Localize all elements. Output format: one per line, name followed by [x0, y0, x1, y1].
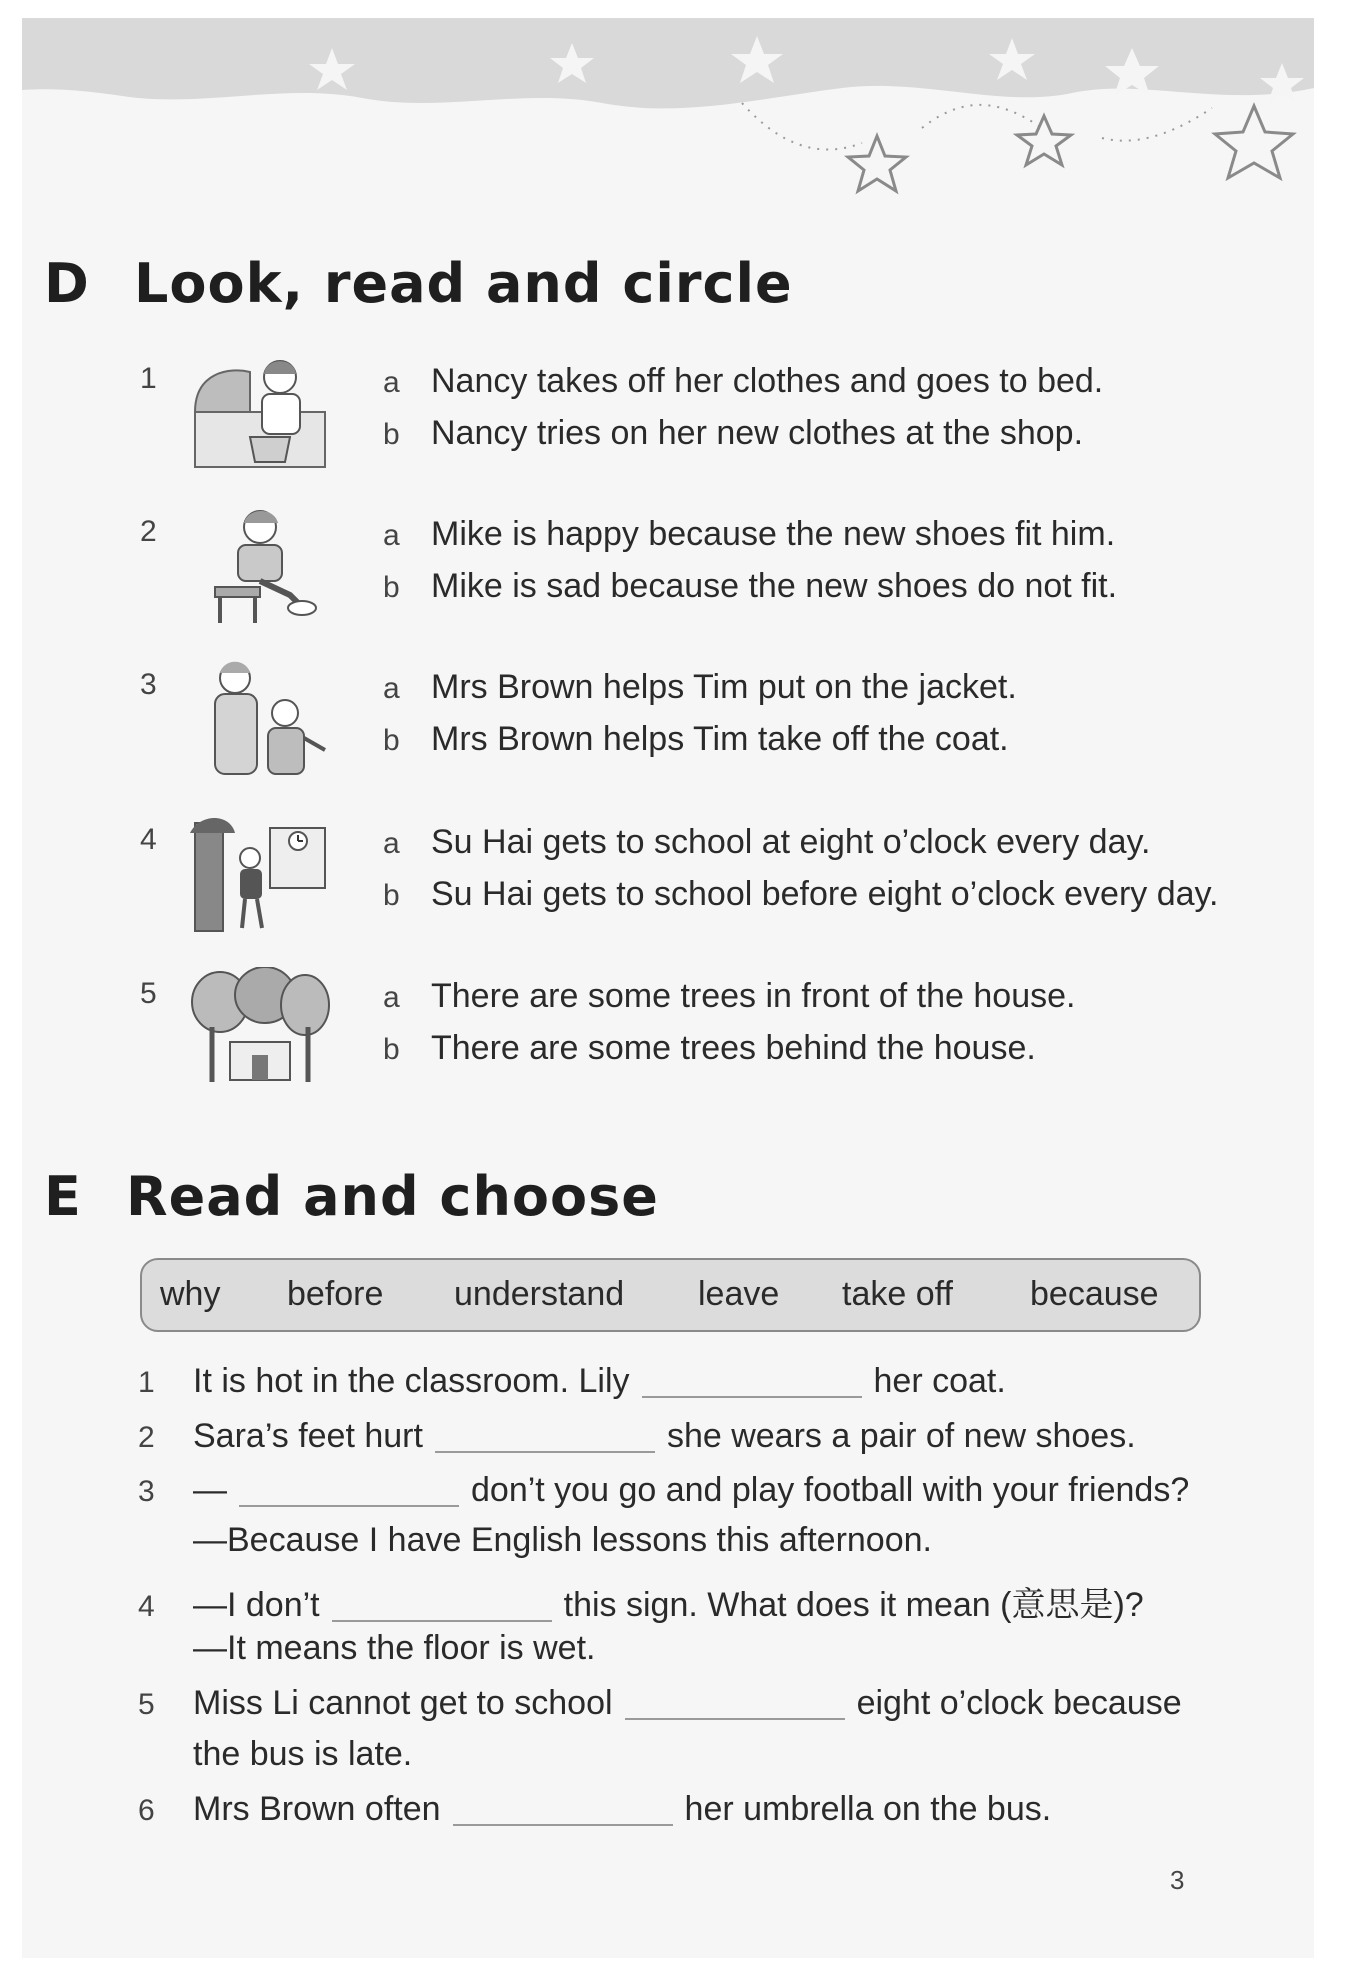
- option-letter-b: b: [383, 1033, 400, 1066]
- item-number: 4: [140, 823, 157, 856]
- option-text: Nancy takes off her clothes and goes to bed.: [431, 362, 1104, 400]
- option-text: Mrs Brown helps Tim take off the coat.: [431, 720, 1009, 758]
- question-6: [138, 1790, 1051, 1829]
- question-text-before: —I don’t: [193, 1586, 320, 1624]
- word-bank: [140, 1258, 1201, 1332]
- word-bank-item: before: [287, 1275, 384, 1313]
- question-1: [138, 1362, 1006, 1401]
- option-letter-b: b: [383, 418, 400, 451]
- girl-on-bed-illustration: [190, 352, 330, 472]
- option-letter-a: a: [383, 519, 400, 552]
- question-number: 2: [138, 1421, 155, 1454]
- star-outline-icon: [848, 106, 1293, 191]
- section-d-title: Look, read and circle: [134, 252, 793, 315]
- option-text: Su Hai gets to school before eight o’clock every day.: [431, 875, 1219, 913]
- question-4-reply: [193, 1629, 596, 1668]
- question-text-before: —: [193, 1471, 227, 1509]
- option-text: There are some trees in front of the house.: [431, 977, 1076, 1015]
- option-text: Mike is happy because the new shoes fit him.: [431, 515, 1116, 553]
- answer-blank[interactable]: [453, 1824, 673, 1826]
- boy-shoes-illustration: [190, 505, 330, 625]
- answer-blank[interactable]: [435, 1451, 655, 1453]
- question-number: 5: [138, 1688, 155, 1721]
- answer-blank[interactable]: [642, 1396, 862, 1398]
- answer-blank[interactable]: [625, 1718, 845, 1720]
- question-number: 1: [138, 1366, 155, 1399]
- word-bank-item: why: [160, 1275, 221, 1313]
- section-e-letter: E: [44, 1165, 82, 1228]
- page-number: 3: [1170, 1865, 1185, 1895]
- question-text-after: don’t you go and play football with your friends?: [471, 1471, 1190, 1509]
- exercise-d-item-2: [140, 515, 1310, 645]
- item-number: 1: [140, 362, 157, 395]
- answer-blank[interactable]: [332, 1620, 552, 1622]
- option-b[interactable]: [383, 567, 1117, 606]
- exercise-d-item-5: [140, 977, 1310, 1107]
- question-number: 6: [138, 1794, 155, 1827]
- question-number: 3: [138, 1475, 155, 1508]
- mother-child-jacket-illustration: [190, 658, 330, 778]
- option-letter-b: b: [383, 724, 400, 757]
- trees-house-illustration: [190, 967, 330, 1087]
- question-text-before: It is hot in the classroom. Lily: [193, 1362, 630, 1400]
- section-e-title: Read and choose: [126, 1165, 659, 1228]
- option-a[interactable]: [383, 515, 1115, 554]
- question-text-after: eight o’clock because: [856, 1684, 1182, 1722]
- word-bank-item: because: [1030, 1275, 1159, 1313]
- option-a[interactable]: [383, 362, 1103, 401]
- exercise-d-item-1: [140, 362, 1310, 492]
- answer-blank[interactable]: [239, 1505, 459, 1507]
- reply-text: the bus is late.: [193, 1735, 413, 1773]
- question-4: [138, 1577, 1144, 1626]
- reply-text: —It means the floor is wet.: [193, 1629, 596, 1667]
- exercise-d-item-3: [140, 668, 1310, 798]
- option-b[interactable]: [383, 720, 1009, 759]
- question-5-continuation: [193, 1735, 412, 1774]
- section-d-letter: D: [44, 252, 90, 315]
- section-d-heading: [44, 252, 793, 315]
- option-b[interactable]: [383, 1029, 1036, 1068]
- option-letter-a: a: [383, 981, 400, 1014]
- option-letter-a: a: [383, 366, 400, 399]
- option-text: Mike is sad because the new shoes do not fit.: [431, 567, 1118, 605]
- section-e-heading: [44, 1165, 659, 1228]
- option-text: Nancy tries on her new clothes at the shop.: [431, 414, 1084, 452]
- option-letter-b: b: [383, 879, 400, 912]
- item-number: 2: [140, 515, 157, 548]
- question-text-before: Sara’s feet hurt: [193, 1417, 423, 1455]
- option-a[interactable]: [383, 668, 1017, 707]
- question-number: 4: [138, 1590, 155, 1623]
- question-3: [138, 1471, 1189, 1510]
- item-number: 5: [140, 977, 157, 1010]
- question-text-before: Mrs Brown often: [193, 1790, 441, 1828]
- option-text: Su Hai gets to school at eight o’clock every day.: [431, 823, 1151, 861]
- question-text-after: her umbrella on the bus.: [684, 1790, 1052, 1828]
- option-a[interactable]: [383, 823, 1150, 862]
- option-letter-b: b: [383, 571, 400, 604]
- question-5: [138, 1684, 1182, 1723]
- option-text: Mrs Brown helps Tim put on the jacket.: [431, 668, 1017, 706]
- option-b[interactable]: [383, 414, 1083, 453]
- word-bank-item: leave: [698, 1275, 780, 1313]
- reply-text: —Because I have English lessons this afternoon.: [193, 1521, 932, 1559]
- question-text-after: her coat.: [873, 1362, 1006, 1400]
- option-text: There are some trees behind the house.: [431, 1029, 1036, 1067]
- word-bank-item: take off: [842, 1275, 953, 1313]
- question-text-after: this sign. What does it mean (意思是)?: [563, 1586, 1144, 1624]
- item-number: 3: [140, 668, 157, 701]
- question-text-before: Miss Li cannot get to school: [193, 1684, 613, 1722]
- option-b[interactable]: [383, 875, 1218, 914]
- option-letter-a: a: [383, 827, 400, 860]
- star-banner-decoration: [22, 18, 1314, 218]
- question-text-after: she wears a pair of new shoes.: [666, 1417, 1136, 1455]
- option-a[interactable]: [383, 977, 1075, 1016]
- exercise-d-item-4: [140, 823, 1310, 953]
- girl-school-illustration: [190, 813, 330, 933]
- question-2: [138, 1417, 1136, 1456]
- word-bank-item: understand: [454, 1275, 625, 1313]
- question-3-reply: [193, 1521, 932, 1560]
- option-letter-a: a: [383, 672, 400, 705]
